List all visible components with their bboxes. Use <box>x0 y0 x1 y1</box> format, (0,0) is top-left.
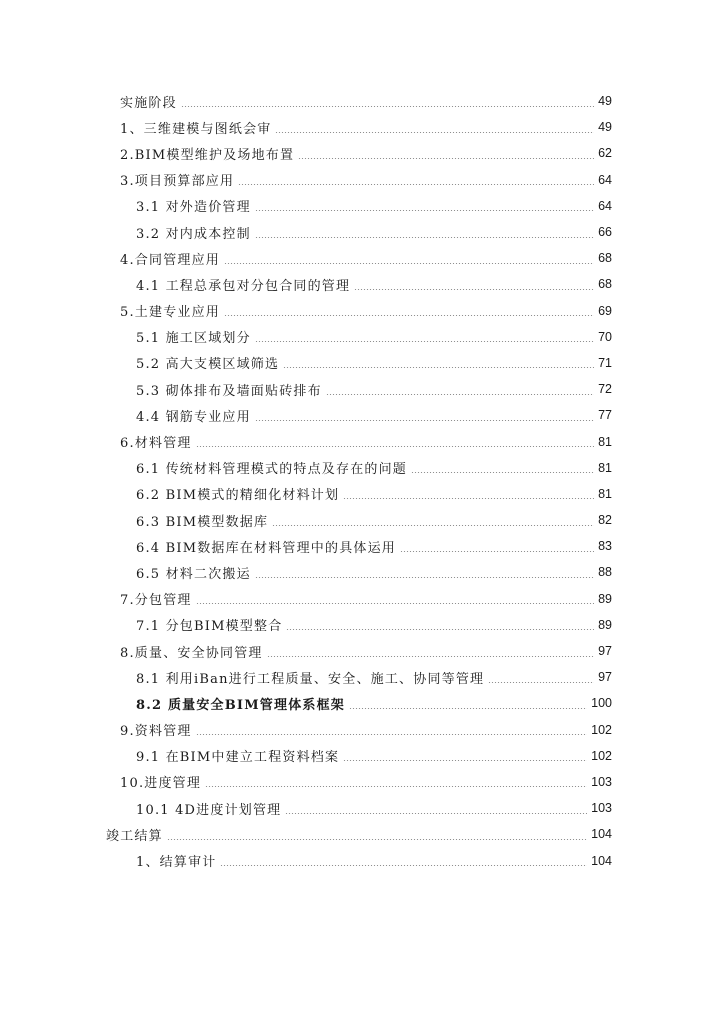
toc-entry-page-number: 102 <box>591 722 612 737</box>
toc-entry-page-number: 81 <box>598 460 612 475</box>
toc-entry-page-number: 64 <box>598 172 612 187</box>
toc-entry[interactable] <box>0 690 724 716</box>
toc-dot-leader <box>343 498 594 499</box>
toc-dot-leader <box>349 708 587 709</box>
toc-entry-page-number: 100 <box>591 696 612 711</box>
toc-entry[interactable] <box>0 481 724 507</box>
toc-entry[interactable] <box>0 428 724 454</box>
toc-dot-leader <box>224 315 594 316</box>
toc-entry-page-number: 103 <box>591 774 612 789</box>
toc-entry[interactable] <box>0 717 724 743</box>
toc-entry-page-number: 71 <box>598 355 612 370</box>
toc-entry-page-number: 104 <box>591 853 612 868</box>
toc-entry-title: 5.1 施工区域划分 <box>136 331 251 347</box>
toc-entry-title: 7.1 分包BIM模型整合 <box>136 619 283 635</box>
toc-entry-page-number: 97 <box>598 670 612 685</box>
toc-entry-page-number: 62 <box>598 146 612 161</box>
toc-entry[interactable] <box>0 795 724 821</box>
toc-entry-page-number: 68 <box>598 251 612 266</box>
toc-dot-leader <box>285 813 587 814</box>
toc-entry[interactable] <box>0 612 724 638</box>
toc-entry[interactable] <box>0 114 724 140</box>
toc-entry-title: 4.合同管理应用 <box>120 252 221 268</box>
toc-entry[interactable] <box>0 769 724 795</box>
toc-entry[interactable] <box>0 167 724 193</box>
toc-entry-page-number: 102 <box>591 748 612 763</box>
toc-dot-leader <box>267 656 594 657</box>
toc-entry-title: 2.BIM模型维护及场地布置 <box>120 147 295 163</box>
toc-dot-leader <box>275 132 594 133</box>
toc-entry-page-number: 72 <box>598 382 612 397</box>
toc-entry[interactable] <box>0 638 724 664</box>
toc-entry-page-number: 49 <box>598 120 612 135</box>
toc-dot-leader <box>167 839 587 840</box>
toc-entry[interactable] <box>0 455 724 481</box>
toc-entry-title: 3.2 对内成本控制 <box>136 226 251 242</box>
toc-entry-page-number: 81 <box>598 486 612 501</box>
toc-entry-page-number: 69 <box>598 303 612 318</box>
toc-entry[interactable] <box>0 507 724 533</box>
toc-entry-title: 6.材料管理 <box>120 436 192 452</box>
toc-entry-title: 4.4 钢筋专业应用 <box>136 409 251 425</box>
toc-dot-leader <box>255 237 594 238</box>
toc-dot-leader <box>255 341 594 342</box>
toc-entry-title: 6.4 BIM数据库在材料管理中的具体运用 <box>136 540 397 556</box>
toc-entry[interactable] <box>0 847 724 873</box>
toc-entry-title: 实施阶段 <box>120 95 177 111</box>
toc-dot-leader <box>196 603 594 604</box>
toc-entry-page-number: 66 <box>598 225 612 240</box>
toc-entry-title: 3.项目预算部应用 <box>120 174 235 190</box>
toc-entry-title: 6.3 BIM模型数据库 <box>136 514 269 530</box>
toc-entry-title: 7.分包管理 <box>120 593 192 609</box>
toc-entry-title: 5.2 高大支模区域筛选 <box>136 357 280 373</box>
toc-entry-page-number: 97 <box>598 644 612 659</box>
toc-dot-leader <box>220 865 587 866</box>
toc-entry-page-number: 103 <box>591 801 612 816</box>
toc-dot-leader <box>224 263 594 264</box>
toc-entry[interactable] <box>0 402 724 428</box>
toc-dot-leader <box>286 629 594 630</box>
toc-dot-leader <box>400 551 594 552</box>
toc-entry-page-number: 77 <box>598 408 612 423</box>
toc-entry[interactable] <box>0 298 724 324</box>
toc-entry[interactable] <box>0 376 724 402</box>
toc-entry[interactable] <box>0 271 724 297</box>
toc-dot-leader <box>196 734 588 735</box>
toc-dot-leader <box>181 106 594 107</box>
toc-dot-leader <box>205 786 587 787</box>
toc-dot-leader <box>411 472 594 473</box>
toc-entry-title: 3.1 对外造价管理 <box>136 200 251 216</box>
toc-entry-title: 9.资料管理 <box>120 724 192 740</box>
toc-entry-title: 9.1 在BIM中建立工程资料档案 <box>136 750 340 766</box>
toc-entry[interactable] <box>0 88 724 114</box>
toc-entry[interactable] <box>0 193 724 219</box>
toc-entry-page-number: 81 <box>598 434 612 449</box>
toc-dot-leader <box>255 420 594 421</box>
toc-entry-title: 6.1 传统材料管理模式的特点及存在的问题 <box>136 462 408 478</box>
toc-entry-page-number: 88 <box>598 565 612 580</box>
toc-dot-leader <box>272 525 594 526</box>
toc-dot-leader <box>343 760 587 761</box>
toc-entry-title: 8.1 利用iBan进行工程质量、安全、施工、协同等管理 <box>136 671 485 687</box>
toc-entry-title: 4.1 工程总承包对分包合同的管理 <box>136 278 351 294</box>
toc-dot-leader <box>283 367 594 368</box>
toc-entry[interactable] <box>0 533 724 559</box>
toc-entry[interactable] <box>0 324 724 350</box>
toc-entry[interactable] <box>0 350 724 376</box>
toc-entry-title: 6.5 材料二次搬运 <box>136 566 251 582</box>
toc-entry[interactable] <box>0 743 724 769</box>
toc-entry-title: 1、三维建模与图纸会审 <box>120 121 272 137</box>
table-of-contents <box>0 88 724 874</box>
toc-dot-leader <box>255 577 594 578</box>
toc-entry[interactable] <box>0 586 724 612</box>
toc-entry[interactable] <box>0 559 724 585</box>
toc-entry-page-number: 104 <box>591 827 612 842</box>
toc-entry-page-number: 68 <box>598 277 612 292</box>
toc-entry-page-number: 49 <box>598 94 612 109</box>
toc-entry-title: 10.1 4D进度计划管理 <box>136 802 282 818</box>
toc-entry-page-number: 89 <box>598 591 612 606</box>
toc-entry-title: 竣工结算 <box>106 828 163 844</box>
toc-entry-title: 5.土建专业应用 <box>120 305 221 321</box>
toc-entry-title: 1、结算审计 <box>136 855 217 871</box>
toc-dot-leader <box>255 210 594 211</box>
toc-entry[interactable] <box>0 219 724 245</box>
toc-entry-page-number: 70 <box>598 329 612 344</box>
toc-entry[interactable] <box>0 821 724 847</box>
toc-entry[interactable] <box>0 140 724 166</box>
toc-entry-title: 6.2 BIM模式的精细化材料计划 <box>136 488 340 504</box>
toc-entry-page-number: 83 <box>598 539 612 554</box>
toc-dot-leader <box>488 682 594 683</box>
toc-entry-page-number: 64 <box>598 198 612 213</box>
toc-entry-title: 5.3 砌体排布及墙面贴砖排布 <box>136 383 322 399</box>
toc-entry-page-number: 89 <box>598 617 612 632</box>
toc-entry-page-number: 82 <box>598 513 612 528</box>
toc-dot-leader <box>354 289 594 290</box>
toc-entry[interactable] <box>0 664 724 690</box>
toc-dot-leader <box>238 184 594 185</box>
toc-dot-leader <box>298 158 594 159</box>
toc-entry-title: 8.质量、安全协同管理 <box>120 645 263 661</box>
toc-entry[interactable] <box>0 245 724 271</box>
toc-dot-leader <box>196 446 594 447</box>
toc-entry-title: 10.进度管理 <box>120 776 202 792</box>
toc-dot-leader <box>326 394 594 395</box>
toc-entry-title: 8.2 质量安全BIM管理体系框架 <box>136 697 346 713</box>
